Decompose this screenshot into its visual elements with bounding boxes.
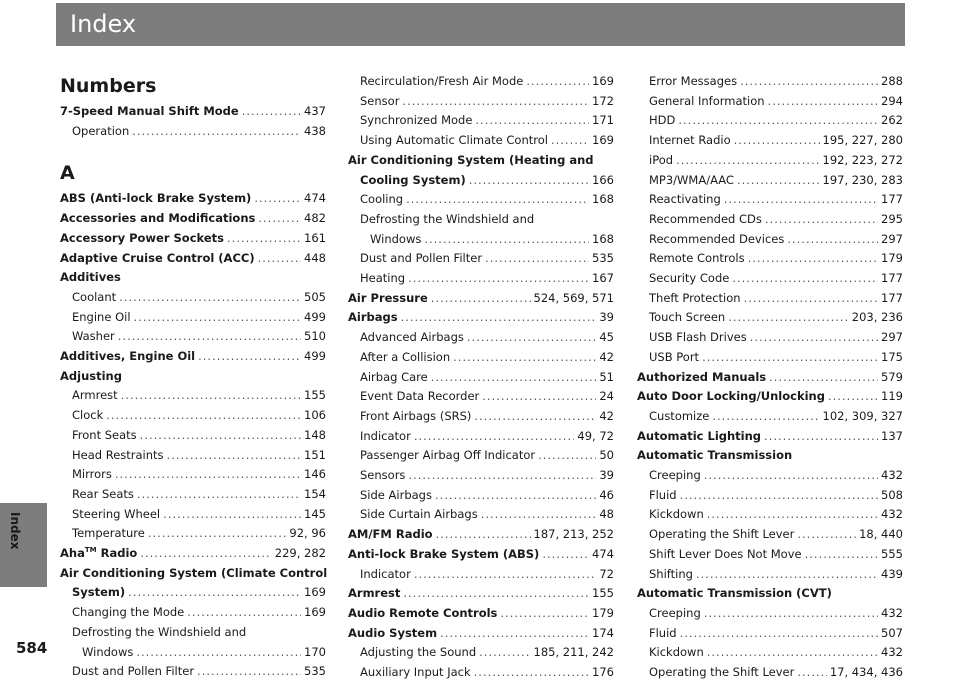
index-entry[interactable]: Indicator ..... 72 — [348, 565, 614, 585]
index-entry[interactable]: iPod ..... 192, 223, 272 — [637, 151, 903, 171]
index-entry[interactable]: Advanced Airbags ..... 45 — [348, 328, 614, 348]
index-entry[interactable]: Armrest ..... 155 — [348, 584, 614, 604]
index-entry[interactable]: Mirrors ..... 146 — [60, 465, 326, 485]
side-index-tab-label: Index — [8, 512, 22, 550]
index-entry[interactable]: Steering Wheel ..... 145 — [60, 505, 326, 525]
index-entry[interactable]: Side Curtain Airbags ..... 48 — [348, 505, 614, 525]
index-entry[interactable]: Changing the Mode ..... 169 — [60, 603, 326, 623]
index-entry[interactable]: Fluid ..... 508 — [637, 486, 903, 506]
index-entry[interactable]: System) ..... 169 — [60, 583, 326, 603]
index-entry[interactable]: Customize ..... 102, 309, 327 — [637, 407, 903, 427]
index-entry[interactable]: Engine Oil ..... 499 — [60, 308, 326, 328]
section-heading-a: A — [60, 162, 75, 185]
index-column-3 — [637, 72, 903, 683]
index-entry[interactable]: Sensor ..... 172 — [348, 92, 614, 112]
index-entry[interactable]: Front Seats ..... 148 — [60, 426, 326, 446]
index-entry[interactable]: Creeping ..... 432 — [637, 604, 903, 624]
index-entry[interactable]: USB Flash Drives ..... 297 — [637, 328, 903, 348]
index-entry[interactable]: HDD ..... 262 — [637, 111, 903, 131]
index-entry[interactable]: Recommended Devices ..... 297 — [637, 230, 903, 250]
index-column-2 — [348, 72, 614, 683]
index-entry[interactable]: Adjusting the Sound ..... 185, 211, 242 — [348, 643, 614, 663]
index-entry[interactable]: Authorized Manuals ..... 579 — [637, 368, 903, 388]
index-entry[interactable]: Synchronized Mode ..... 171 — [348, 111, 614, 131]
index-entry[interactable]: Washer ..... 510 — [60, 327, 326, 347]
index-entry[interactable]: Audio Remote Controls ..... 179 — [348, 604, 614, 624]
section-heading-numbers: Numbers — [60, 75, 157, 97]
index-entry[interactable]: Rear Seats ..... 154 — [60, 485, 326, 505]
index-heading: Air Conditioning System (Climate Control — [60, 565, 328, 580]
index-heading: Adjusting — [60, 368, 122, 383]
page-title: Index — [70, 10, 137, 38]
index-entry[interactable]: Shifting ..... 439 — [637, 565, 903, 585]
index-entry[interactable]: Sensors ..... 39 — [348, 466, 614, 486]
index-heading: Defrosting the Windshield and — [72, 624, 247, 639]
index-entry[interactable]: Temperature ..... 92, 96 — [60, 524, 326, 544]
index-entry[interactable]: Cooling ..... 168 — [348, 190, 614, 210]
index-entry[interactable]: After a Collision ..... 42 — [348, 348, 614, 368]
index-entry[interactable]: Error Messages ..... 288 — [637, 72, 903, 92]
page-number: 584 — [16, 639, 48, 657]
index-entry[interactable]: Kickdown ..... 432 — [637, 505, 903, 525]
index-entry[interactable]: Airbags ..... 39 — [348, 308, 614, 328]
index-heading: Automatic Transmission (CVT) — [637, 586, 832, 601]
index-entry[interactable]: Side Airbags ..... 46 — [348, 486, 614, 506]
index-entry[interactable]: Cooling System) ..... 166 — [348, 171, 614, 191]
index-entry[interactable]: Additives, Engine Oil ..... 499 — [60, 347, 326, 367]
index-entry[interactable]: Security Code ..... 177 — [637, 269, 903, 289]
index-entry[interactable]: Accessory Power Sockets ..... 161 — [60, 229, 326, 249]
index-entry[interactable]: Dust and Pollen Filter ..... 535 — [348, 249, 614, 269]
index-entry[interactable]: Creeping ..... 432 — [637, 466, 903, 486]
index-entry[interactable]: Head Restraints ..... 151 — [60, 446, 326, 466]
index-entry[interactable]: 7-Speed Manual Shift Mode ..... 437 — [60, 102, 326, 122]
index-entry[interactable]: Accessories and Modifications ..... 482 — [60, 209, 326, 229]
index-entry[interactable]: Shift Lever Does Not Move ..... 555 — [637, 545, 903, 565]
header-bar — [56, 3, 905, 46]
index-entry[interactable]: Operation ..... 438 — [60, 122, 326, 142]
index-entry[interactable]: Auxiliary Input Jack ..... 176 — [348, 663, 614, 683]
index-entry[interactable]: Dust and Pollen Filter ..... 535 — [60, 662, 326, 682]
index-column-1 — [60, 72, 326, 682]
index-heading: Air Conditioning System (Heating and — [348, 152, 594, 167]
index-heading: Automatic Transmission — [637, 448, 793, 463]
index-entry[interactable]: Event Data Recorder ..... 24 — [348, 387, 614, 407]
index-entry[interactable]: Using Automatic Climate Control ..... 169 — [348, 131, 614, 151]
index-entry[interactable]: Adaptive Cruise Control (ACC) ..... 448 — [60, 249, 326, 269]
index-entry[interactable]: Passenger Airbag Off Indicator ..... 50 — [348, 446, 614, 466]
index-entry[interactable]: Touch Screen ..... 203, 236 — [637, 308, 903, 328]
index-entry[interactable]: Audio System ..... 174 — [348, 624, 614, 644]
index-entry[interactable]: Airbag Care ..... 51 — [348, 368, 614, 388]
index-entry[interactable]: ABS (Anti-lock Brake System) ..... 474 — [60, 189, 326, 209]
index-entry[interactable]: Remote Controls ..... 179 — [637, 249, 903, 269]
index-entry[interactable]: Windows ..... 170 — [60, 643, 326, 663]
index-entry[interactable]: USB Port ..... 175 — [637, 348, 903, 368]
index-entry[interactable]: Clock ..... 106 — [60, 406, 326, 426]
index-entry[interactable]: Operating the Shift Lever ..... 18, 440 — [637, 525, 903, 545]
index-entry[interactable]: MP3/WMA/AAC ..... 197, 230, 283 — [637, 171, 903, 191]
index-entry[interactable]: Aha™ Radio ..... 229, 282 — [60, 544, 326, 564]
index-entry[interactable]: Air Pressure ..... 524, 569, 571 — [348, 289, 614, 309]
index-entry[interactable]: Automatic Lighting ..... 137 — [637, 427, 903, 447]
index-entry[interactable]: Operating the Shift Lever ..... 17, 434, 436 — [637, 663, 903, 683]
index-entry[interactable]: Internet Radio ..... 195, 227, 280 — [637, 131, 903, 151]
index-entry[interactable]: Recirculation/Fresh Air Mode ..... 169 — [348, 72, 614, 92]
index-entry[interactable]: Theft Protection ..... 177 — [637, 289, 903, 309]
index-entry[interactable]: Heating ..... 167 — [348, 269, 614, 289]
index-entry[interactable]: Front Airbags (SRS) ..... 42 — [348, 407, 614, 427]
index-entry[interactable]: General Information ..... 294 — [637, 92, 903, 112]
index-entry[interactable]: Indicator ..... 49, 72 — [348, 427, 614, 447]
index-entry[interactable]: Anti-lock Brake System (ABS) ..... 474 — [348, 545, 614, 565]
index-entry[interactable]: AM/FM Radio ..... 187, 213, 252 — [348, 525, 614, 545]
index-entry[interactable]: Fluid ..... 507 — [637, 624, 903, 644]
index-heading: Additives — [60, 270, 121, 285]
index-entry[interactable]: Recommended CDs ..... 295 — [637, 210, 903, 230]
index-entry[interactable]: Reactivating ..... 177 — [637, 190, 903, 210]
index-entry[interactable]: Auto Door Locking/Unlocking ..... 119 — [637, 387, 903, 407]
index-entry[interactable]: Windows ..... 168 — [348, 230, 614, 250]
index-heading: Defrosting the Windshield and — [360, 211, 535, 226]
index-entry[interactable]: Armrest ..... 155 — [60, 386, 326, 406]
index-entry[interactable]: Kickdown ..... 432 — [637, 643, 903, 663]
index-entry[interactable]: Coolant ..... 505 — [60, 288, 326, 308]
